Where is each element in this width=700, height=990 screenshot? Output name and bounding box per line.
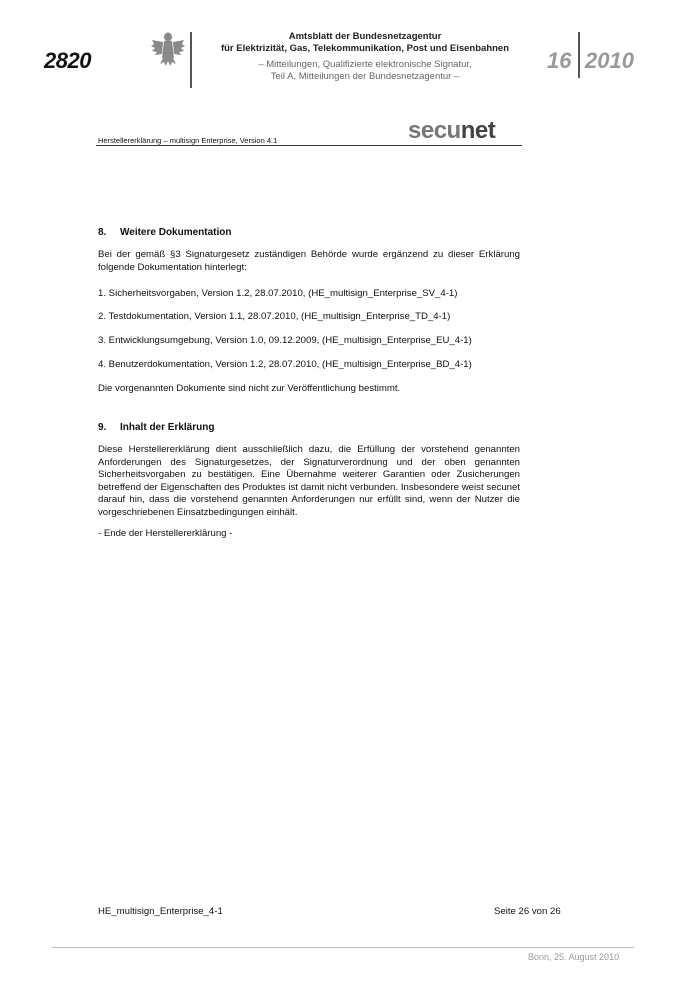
- end-of-declaration: - Ende der Herstellererklärung -: [98, 528, 233, 539]
- section-number: 9.: [98, 422, 107, 433]
- gazette-place-date: Bonn, 25. August 2010: [528, 952, 620, 962]
- document-footer-page: Seite 26 von 26: [494, 906, 561, 917]
- gazette-subtitle-line2: Teil A, Mitteilungen der Bundesnetzagentur –: [270, 70, 460, 82]
- gazette-title-line2: für Elektrizität, Gas, Telekommunikation, Post und Eisenbahnen: [220, 42, 510, 54]
- section-8-heading: [98, 227, 232, 238]
- issue-year: 2010: [585, 48, 634, 73]
- document-header-title: Herstellererklärung – multisign Enterprise, Version 4.1: [98, 136, 278, 145]
- document-header-rule: [96, 145, 522, 146]
- federal-eagle-icon: [150, 30, 186, 70]
- logo-part-1: secu: [408, 117, 461, 144]
- section-8-intro: Bei der gemäß §3 Signaturgesetz zuständigen Behörde wurde ergänzend zu dieser Erklärung folgende Dokumentation hinterlegt:: [98, 249, 520, 273]
- secunet-logo: [408, 119, 495, 143]
- documentation-item-1: 1. Sicherheitsvorgaben, Version 1.2, 28.07.2010, (HE_multisign_Enterprise_SV_4-1): [98, 288, 458, 299]
- issue-divider: [578, 32, 580, 78]
- gazette-title-line1: Amtsblatt der Bundesnetzagentur: [288, 31, 442, 42]
- documentation-item-3: 3. Entwicklungsumgebung, Version 1.0, 09.12.2009, (HE_multisign_Enterprise_EU_4-1): [98, 335, 472, 346]
- document-footer-id: HE_multisign_Enterprise_4-1: [98, 906, 223, 917]
- logo-part-2: net: [460, 117, 496, 144]
- issue-number: 16: [547, 48, 572, 73]
- section-title: Weitere Dokumentation: [120, 227, 232, 238]
- documentation-item-4: 4. Benutzerdokumentation, Version 1.2, 28.07.2010, (HE_multisign_Enterprise_BD_4-1): [98, 359, 472, 370]
- gazette-subtitle-line1: – Mitteilungen, Qualifizierte elektronische Signatur,: [258, 59, 472, 70]
- gazette-subtitle: [200, 59, 530, 82]
- documentation-item-2: 2. Testdokumentation, Version 1.1, 28.07.2010, (HE_multisign_Enterprise_TD_4-1): [98, 311, 451, 322]
- gazette-title: [200, 31, 530, 54]
- eagle-divider: [190, 32, 192, 88]
- section-8-note: Die vorgenannten Dokumente sind nicht zur Veröffentlichung bestimmt.: [98, 383, 401, 394]
- section-9-body: Diese Herstellererklärung dient ausschließlich dazu, die Erfüllung der vorstehend genannten Anforderungen des Signaturgesetzes, der Signaturverordnung und der oben genannten Sicherheitsvorgaben zu bestätigen. Eine Übernahme weiterer Garantien oder Zusicherungen betreffend der Eigenschaften des Produktes ist damit nicht verbunden. Insbesondere weist secunet darauf hin, dass die vorstehend genannten Anforderungen nur erfüllt sind, wenn der Nutzer die vorgeschriebenen Einsatzbedingungen einhält.: [98, 444, 520, 518]
- section-number: 8.: [98, 227, 107, 238]
- gazette-page-number: 2820: [44, 48, 91, 73]
- section-9-heading: [98, 422, 214, 433]
- section-title: Inhalt der Erklärung: [120, 422, 215, 433]
- gazette-footer-rule: [52, 947, 634, 948]
